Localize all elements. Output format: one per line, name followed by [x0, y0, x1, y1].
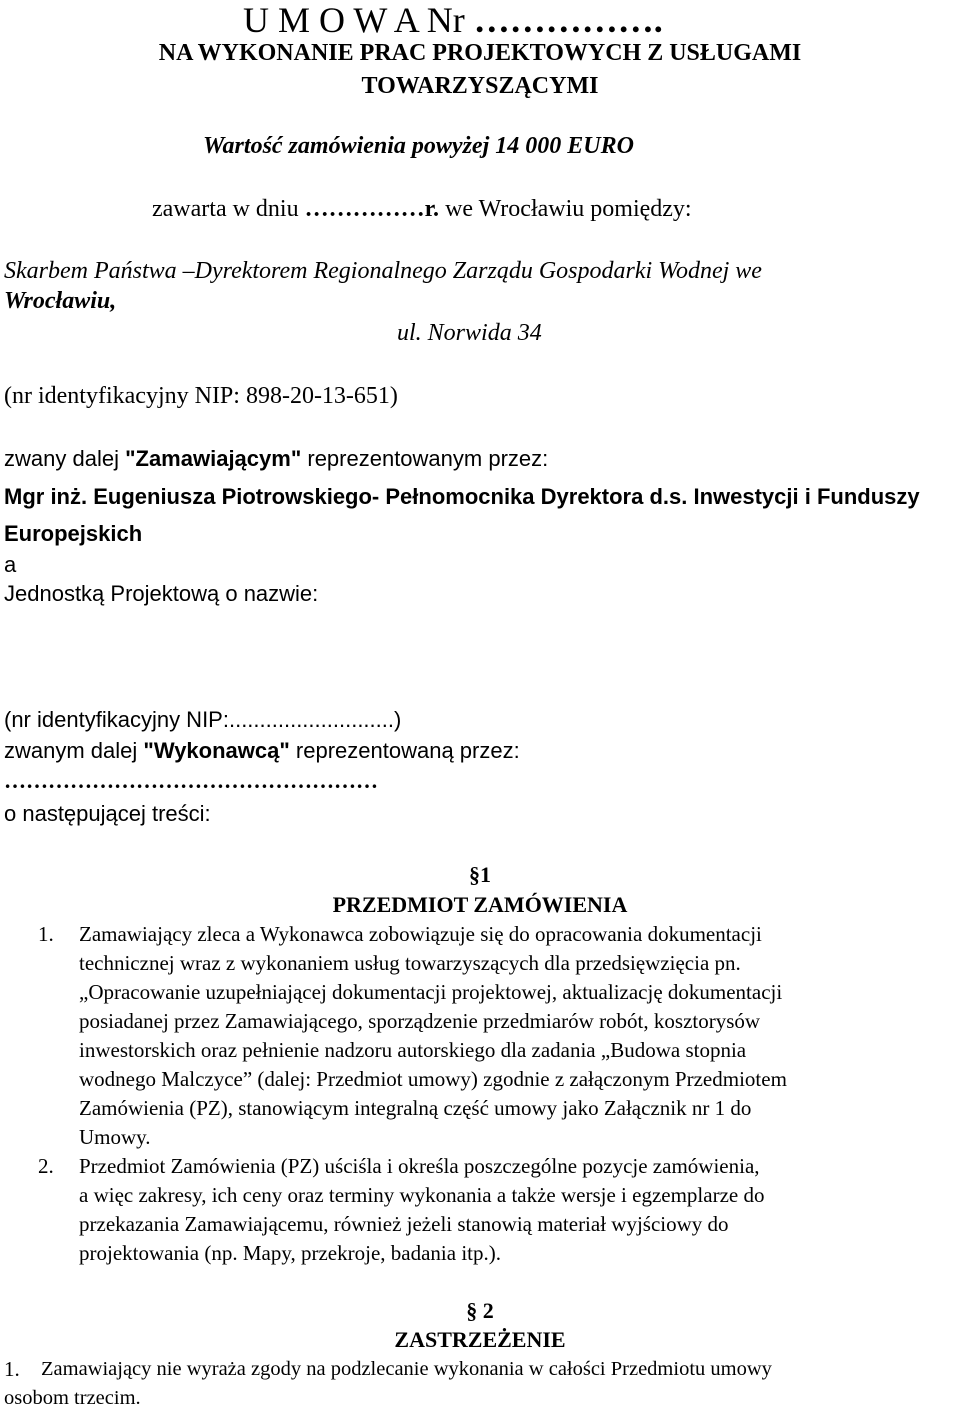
subtitle-line-2: TOWARZYSZĄCYMI [361, 73, 599, 99]
party1-representative-line-2: Europejskich [4, 521, 143, 546]
item-line: Zamawiający zleca a Wykonawca zobowiązuje się do opracowania dokumentacji [79, 922, 762, 946]
item-line: technicznej wraz z wykonaniem usług towarzyszących dla przedsięwzięcia pn. [79, 951, 741, 975]
party2-nip: (nr identyfikacyjny NIP:...........................) [4, 707, 402, 732]
content-intro: o następującej treści: [4, 801, 211, 826]
date-placeholder: ……………r. [304, 196, 440, 222]
subtitle-line-1: NA WYKONANIE PRAC PROJEKTOWYCH Z USŁUGAMI [158, 40, 802, 66]
item-line: przekazania Zamawiającemu, również jeżeli stanowią materiał wyjściowy do [79, 1212, 729, 1236]
party1-nip: (nr identyfikacyjny NIP: 898-20-13-651) [4, 383, 398, 409]
item-line: „Opracowanie uzupełniającej dokumentacji projektowej, aktualizację dokumentacji [79, 980, 783, 1004]
party1-address: ul. Norwida 34 [397, 320, 542, 346]
item-line: inwestorskich oraz pełnienie nadzoru autorskiego dla zadania „Budowa stopnia [79, 1038, 747, 1062]
party1-called-line: zwany dalej "Zamawiającym" reprezentowanym przez: [4, 446, 549, 471]
item-line: Zamawiający nie wyraża zgody na podzlecanie wykonania w całości Przedmiotu umowy [41, 1358, 772, 1380]
item-line: posiadanej przez Zamawiającego, sporządzenie przedmiarów robót, kosztorysów [79, 1009, 761, 1033]
section-1-number: §1 [469, 862, 491, 887]
party1-name-line-1: Skarbem Państwa –Dyrektorem Regionalnego Zarządu Gospodarki Wodnej we [4, 258, 762, 284]
section-2-number: § 2 [466, 1298, 494, 1323]
section-1-item-2: 2. Przedmiot Zamówienia (PZ) uściśla i określa poszczególne pozycje zamówienia, a więc zakresy, ich ceny oraz terminy wykonania a także wersje i egzemplarze do przekazania Zamawiającemu, również jeżeli stanowią materiał wyjściowy do projektowania (np. Mapy, przekroje, badania itp.). [38, 1152, 958, 1268]
section-1-title: PRZEDMIOT ZAMÓWIENIA [332, 892, 628, 917]
item-line: Zamówienia (PZ), stanowiącym integralną część umowy jako Załącznik nr 1 do [79, 1096, 752, 1120]
section-2-item-1: 1. Zamawiający nie wyraża zgody na podzlecanie wykonania w całości Przedmiotu umowy osobom trzecim. [4, 1355, 958, 1413]
wykonawca-label: "Wykonawcą" [143, 738, 290, 763]
and-conjunction: a [4, 552, 17, 577]
zamawiajacy-label: "Zamawiającym" [125, 446, 302, 471]
party1-representative-line-1: Mgr inż. Eugeniusza Piotrowskiego- Pełnomocnika Dyrektora d.s. Inwestycji i Funduszy [4, 484, 920, 509]
section-1-item-1: 1. Zamawiający zleca a Wykonawca zobowiązuje się do opracowania dokumentacji technicznej wraz z wykonaniem usług towarzyszących dla przedsięwzięcia pn. „Opracowanie uzupełniającej dokumentacji projektowej, aktualizację dokumentacji posiadanej przez Zamawiającego, sporządzenie przedmiarów robót, kosztorysów inwestorskich oraz pełnienie nadzoru autorskiego dla zadania „Budowa stopnia wodnego Malczyce” (dalej: Przedmiot umowy) zgodnie z załączonym Przedmiotem Zamówienia (PZ), stanowiącym integralną część umowy jako Załącznik nr 1 do Umowy. [38, 920, 958, 1152]
order-value-line: Wartość zamówienia powyżej 14 000 EURO [203, 133, 634, 159]
document-title: U M O W A Nr ……………. [243, 0, 663, 40]
concluded-line: zawarta w dniu ……………r. we Wrocławiu pomiędzy: [152, 196, 692, 222]
party1-name-line-2: Wrocławiu, [4, 288, 117, 314]
item-line: projektowania (np. Mapy, przekroje, badania itp.). [79, 1241, 501, 1265]
item-line: a więc zakresy, ich ceny oraz terminy wykonania a także wersje i egzemplarze do [79, 1183, 765, 1207]
party2-representative-placeholder: …………………………………………… [4, 768, 378, 793]
section-2-title: ZASTRZEŻENIE [394, 1327, 566, 1352]
title-number-placeholder: ……………. [473, 0, 663, 40]
party2-intro: Jednostką Projektową o nazwie: [4, 581, 319, 606]
item-line: Umowy. [79, 1125, 151, 1149]
item-line: osobom trzecim. [4, 1387, 141, 1409]
item-line: Przedmiot Zamówienia (PZ) uściśla i określa poszczególne pozycje zamówienia, [79, 1154, 760, 1178]
party2-called-line: zwanym dalej "Wykonawcą" reprezentowaną przez: [4, 738, 520, 763]
item-line: wodnego Malczyce” (dalej: Przedmiot umowy) zgodnie z załączonym Przedmiotem [79, 1067, 787, 1091]
